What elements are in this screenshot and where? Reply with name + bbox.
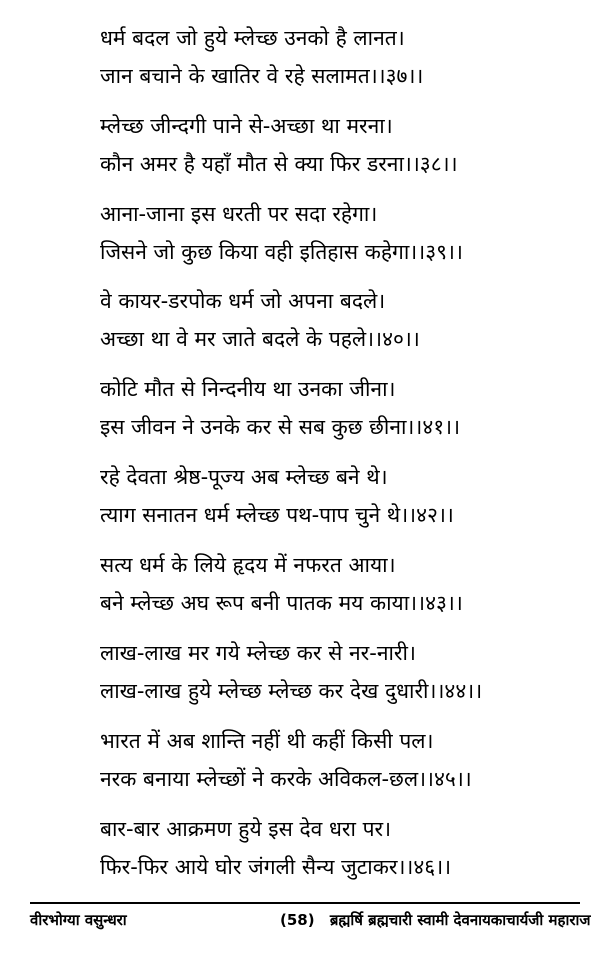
verse-43 bbox=[100, 546, 570, 622]
verse-41 bbox=[100, 370, 570, 446]
verse-line: कोटि मौत से निन्दनीय था उनका जीना। bbox=[100, 377, 396, 401]
verse-line: बार-बार आक्रमण हुये इस देव धरा पर। bbox=[100, 817, 392, 841]
author-name: ब्रह्मर्षि ब्रह्मचारी स्वामी देवनायकाचार्यजी महाराज bbox=[329, 911, 591, 929]
verse-line: फिर-फिर आये घोर जंगली सैन्य जुटाकर।।४६।। bbox=[100, 855, 452, 879]
verse-line: सत्य धर्म के लिये हृदय में नफरत आया। bbox=[100, 553, 396, 577]
verse-37 bbox=[100, 19, 570, 95]
footer-divider bbox=[30, 902, 580, 904]
verse-line: भारत में अब शान्ति नहीं थी कहीं किसी पल। bbox=[100, 729, 434, 753]
verse-38 bbox=[100, 107, 570, 183]
verse-44 bbox=[100, 634, 570, 710]
verse-line: इस जीवन ने उनके कर से सब कुछ छीना।।४१।। bbox=[100, 415, 461, 439]
footer-right bbox=[280, 910, 591, 930]
verse-line: लाख-लाख मर गये म्लेच्छ कर से नर-नारी। bbox=[100, 641, 416, 665]
verse-42 bbox=[100, 458, 570, 534]
verse-line: जान बचाने के खातिर वे रहे सलामत।।३७।। bbox=[100, 64, 424, 88]
verse-line: आना-जाना इस धरती पर सदा रहेगा। bbox=[100, 202, 378, 226]
verse-40 bbox=[100, 282, 570, 358]
verse-line: धर्म बदल जो हुये म्लेच्छ उनको है लानत। bbox=[100, 26, 405, 50]
verse-45 bbox=[100, 722, 570, 798]
verse-line: रहे देवता श्रेष्ठ-पूज्य अब म्लेच्छ बने थे। bbox=[100, 465, 388, 489]
verse-line: कौन अमर है यहाँ मौत से क्या फिर डरना।।३८।। bbox=[100, 152, 458, 176]
page-number: (58) bbox=[280, 911, 315, 929]
verse-line: जिसने जो कुछ किया वही इतिहास कहेगा।।३९।। bbox=[100, 240, 463, 264]
verse-line: अच्छा था वे मर जाते बदले के पहले।।४०।। bbox=[100, 327, 420, 351]
verse-line: म्लेच्छ जीन्दगी पाने से-अच्छा था मरना। bbox=[100, 114, 393, 138]
verse-line: बने म्लेच्छ अघ रूप बनी पातक मय काया।।४३।। bbox=[100, 591, 463, 615]
verse-46 bbox=[100, 810, 570, 886]
verse-39 bbox=[100, 195, 570, 271]
verse-line: त्याग सनातन धर्म म्लेच्छ पथ-पाप चुने थे।।४२।। bbox=[100, 503, 454, 527]
verse-line: वे कायर-डरपोक धर्म जो अपना बदले। bbox=[100, 289, 386, 313]
verse-line: लाख-लाख हुये म्लेच्छ म्लेच्छ कर देख दुधारी।।४४।। bbox=[100, 679, 483, 703]
verse-line: नरक बनाया म्लेच्छों ने करके अविकल-छल।।४५।। bbox=[100, 767, 472, 791]
book-title: वीरभोग्या वसुन्धरा bbox=[30, 911, 127, 929]
